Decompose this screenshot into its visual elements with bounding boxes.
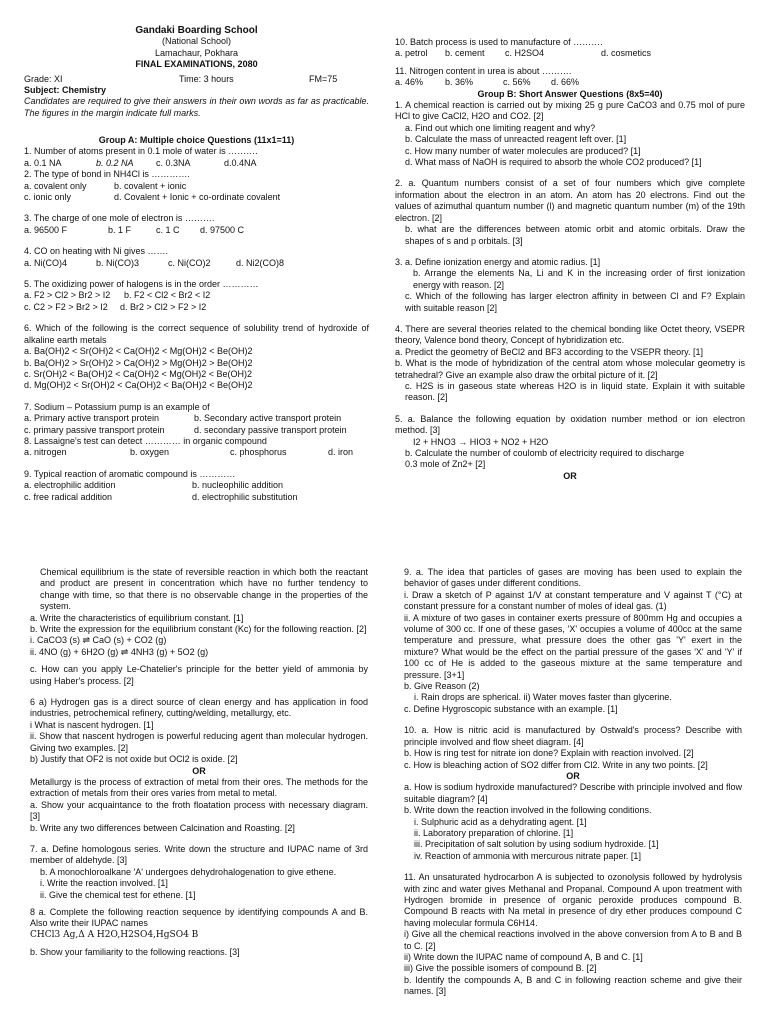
option: b. 1 F: [108, 224, 132, 235]
option: b. F2 < Cl2 < Br2 < I2: [124, 290, 211, 301]
school-location: Lamachaur, Pokhara: [154, 47, 239, 58]
sub-question: i. Write the reaction involved. [1]: [40, 878, 168, 889]
option: c. free radical addition: [24, 491, 113, 502]
option: d. Covalent + Ionic + co-ordinate covalent: [114, 192, 281, 203]
equation: i. CaCO3 (s) ⇌ CaO (s) + CO2 (g): [30, 635, 167, 646]
options-row: [24, 181, 369, 192]
sub-question: b. A monochloroalkane 'A' undergoes dehydrohalogenation to give ethene.: [40, 866, 337, 877]
option: b. Ni(CO)3: [96, 257, 140, 268]
question: 11. An unsaturated hydrocarbon A is subjected to ozonolysis followed by hydrolysis with zinc and water gives Methanal and Propanal. Compound A upon treatment with Hydrogen bromide in presence of organic peroxide produces compound B. Compound B reacts with Na metal in presence of dry ether produces compound C having molecular formula C6H14.: [404, 872, 742, 928]
options-row: [395, 48, 745, 59]
option: b. Secondary active transport protein: [194, 413, 342, 424]
equation: ii. 4NO (g) + 6H2O (g) ⇌ 4NH3 (g) + 5O2 (g): [30, 646, 209, 657]
options-row: [24, 225, 369, 236]
option: c. 56%: [503, 77, 531, 88]
sub-question: iii) Give the possible isomers of compound B. [2]: [404, 963, 597, 974]
list-item: ii. Laboratory preparation of chlorine. [1]: [414, 827, 574, 838]
header-block: [24, 25, 369, 119]
options-row: [24, 290, 369, 301]
options-row: [24, 413, 369, 424]
question: 11. Nitrogen content in urea is about ……….: [395, 65, 572, 76]
sub-question: b. How is ring test for nitrate ion done? Explain with reaction involved. [2]: [404, 748, 694, 759]
option: d. iron: [328, 447, 354, 458]
question: 5. The oxidizing power of halogens is in the order …………: [24, 279, 259, 290]
option: c. primary passive transport protein: [24, 424, 165, 435]
sub-question: c. H2S is in gaseous state whereas H2O is in liquid state. Explain it with suitable reason. [2]: [405, 380, 745, 403]
right-top-column: [395, 37, 745, 482]
question: 7. Sodium – Potassium pump is an example of: [24, 401, 210, 412]
paragraph: Chemical equilibrium is the state of reversible reaction in which both the reactant and product are present in concentration which have no further tendency to change with time, so that there is no observable change in the properties of the system.: [40, 567, 368, 612]
sub-question: i. Draw a sketch of P against 1/V at constant temperature and V against T (°C) at constant pressure for a constant number of moles of ideal gas. (1): [404, 589, 742, 612]
question: 9. a. The idea that particles of gases are moving has been used to explain the behavior of gases under different conditions.: [404, 567, 742, 589]
or-label: OR: [192, 765, 206, 776]
options-row: [24, 158, 369, 169]
or-label: OR: [563, 470, 577, 481]
sub-question: ii. Show that nascent hydrogen is powerful reducing agent than molecular hydrogen. Giving two examples. [2]: [30, 731, 368, 753]
group-a-title: Group A: Multiple choice Questions (11x1=11): [98, 135, 295, 145]
question: 2. a. Quantum numbers consist of a set of four numbers which give complete information about the electron in an atom. An atom has 20 electrons. Find out the values of azimuthal quantum number (l) and magnetic quantum number (m) of the 19th electron. [2]: [395, 178, 745, 223]
sub-question: c. How many number of water molecules are produced? [1]: [405, 145, 641, 156]
exam-meta-row: [24, 74, 369, 85]
sub-question: c. Which of the following has larger electron affinity in between Cl and F? Explain with suitable reason [2]: [405, 291, 745, 313]
option: d. Ni2(CO)8: [236, 257, 285, 268]
question: 3. a. Define ionization energy and atomic radius. [1]: [395, 256, 601, 267]
question: 3. The charge of one mole of electron is ……….: [24, 213, 215, 224]
option: c. Sr(OH)2 < Ba(OH)2 < Ca(OH)2 < Mg(OH)2 < Be(OH)2: [24, 368, 253, 379]
time: Time: 3 hours: [179, 73, 234, 84]
option: b. 36%: [445, 77, 474, 88]
question: 8. Lassaigne's test can detect ………… in organic compound: [24, 435, 267, 446]
sub-question: b. Calculate the mass of unreacted reagent left over. [1]: [405, 134, 627, 145]
option: b. covalent + ionic: [114, 180, 187, 191]
group-b-title: Group B: Short Answer Questions (8x5=40): [477, 88, 663, 99]
question: 6. Which of the following is the correct sequence of solubility trend of hydroxide of alkaline earth metals: [24, 323, 369, 345]
option: b. oxygen: [130, 447, 170, 458]
sub-question: b. Identify the compounds A, B and C in following reaction scheme and give their names. [3]: [404, 974, 742, 997]
sub-question: b. Show your familiarity to the following reactions. [3]: [30, 947, 240, 958]
sub-question: d. What mass of NaOH is required to absorb the whole CO2 produced? [1]: [405, 157, 702, 168]
sub-question: b. what are the differences between atomic orbit and atomic orbitals. Draw the shapes of s and p orbitals. [3]: [405, 224, 745, 246]
exam-title: FINAL EXAMINATIONS, 2080: [135, 59, 258, 70]
sub-question: b. Write the expression for the equilibrium constant (Kc) for the following reaction. [2]: [30, 624, 367, 635]
sub-question: b. Give Reason (2): [404, 681, 480, 692]
question: 9. Typical reaction of aromatic compound is …………: [24, 468, 236, 479]
option: b. Ba(OH)2 > Sr(OH)2 > Ca(OH)2 > Mg(OH)2 > Be(OH)2: [24, 357, 253, 368]
question: 1. A chemical reaction is carried out by mixing 25 g pure CaCO3 and 0.75 mol of pure HCl to give CaCl2, H2O and CO2. [2]: [395, 100, 745, 122]
option: c. Ni(CO)2: [168, 257, 211, 268]
sub-question: a. Show your acquaintance to the froth floatation process with necessary diagram. [3]: [30, 799, 368, 822]
left-bottom-column: [30, 567, 368, 959]
option: c. phosphorus: [230, 447, 287, 458]
question: 10. a. How is nitric acid is manufactured by Ostwald's process? Describe with principle involved and flow sheet diagram. [4]: [404, 725, 742, 747]
school-type: (National School): [161, 36, 232, 47]
option: a. covalent only: [24, 180, 87, 191]
option: b. cement: [445, 48, 485, 59]
options-row: [395, 77, 745, 88]
sub-question: a. Find out which one limiting reagent and why?: [405, 122, 596, 133]
option: a. Ba(OH)2 < Sr(OH)2 < Ca(OH)2 < Mg(OH)2 < Be(OH)2: [24, 346, 253, 357]
question: 4. CO on heating with Ni gives …….: [24, 246, 169, 257]
sub-question: b. Arrange the elements Na, Li and K in the increasing order of first ionization energy with reason. [2]: [413, 268, 745, 290]
option: a. 46%: [395, 77, 424, 88]
option: c. ionic only: [24, 192, 72, 203]
option: d. 97500 C: [200, 224, 245, 235]
equation: I2 + HNO3 → HIO3 + NO2 + H2O: [413, 436, 549, 447]
option: a. F2 > Cl2 > Br2 > I2: [24, 290, 111, 301]
option: c. H2SO4: [505, 48, 545, 59]
sub-question: b. What is the mode of hybridization of the central atom whose molecular geometry is tetrahedral? Give an example also draw the orbital picture of it. [2]: [395, 358, 745, 380]
sub-question: ii) Write down the IUPAC name of compound A, B and C. [1]: [404, 952, 643, 962]
options-row: [24, 480, 369, 491]
option: a. 0.1 NA: [24, 157, 62, 168]
group-a-left: [24, 135, 369, 503]
option: d. electrophilic substitution: [192, 491, 298, 502]
sub-question: i. Rain drops are spherical. ii) Water moves faster than glycerine.: [414, 692, 672, 703]
sub-question: c. How can you apply Le-Chatelier's principle for the better yield of ammonia by using Haber's process. [2]: [30, 664, 368, 686]
option: b. 0.2 NA: [96, 157, 134, 168]
full-marks: FM=75: [309, 73, 338, 84]
paragraph: Metallurgy is the process of extraction of metal from their ores. The methods for the extraction of metals from their ores varies from metal to metal.: [30, 776, 368, 799]
list-item: iii. Precipitation of salt solution by using sodium hydroxide. [1]: [414, 839, 659, 850]
question: 4. There are several theories related to the chemical bonding like Octet theory, VSEPR theory, Valence bond theory, Concept of hybridization etc.: [395, 323, 745, 346]
options-row: [24, 447, 369, 458]
sub-question: a. How is sodium hydroxide manufactured? Describe with principle involved and flow suitable diagram? [4]: [404, 782, 742, 804]
option: d. Br2 > Cl2 > F2 > I2: [120, 301, 207, 312]
sub-question: b) Justify that OF2 is not oxide but OCl2 is oxide. [2]: [30, 754, 238, 765]
question: 8 a. Complete the following reaction sequence by identifying compounds A and B. Also write their IUPAC names: [30, 906, 368, 929]
option: d.0.4NA: [224, 157, 257, 168]
sub-question: c. Define Hygroscopic substance with an example. [1]: [404, 703, 618, 714]
option: c. 0.3NA: [156, 157, 191, 168]
sub-question: a. Predict the geometry of BeCl2 and BF3 according to the VSEPR theory. [1]: [395, 346, 703, 357]
option: a. Ni(CO)4: [24, 257, 68, 268]
sub-question: i What is nascent hydrogen. [1]: [30, 719, 154, 730]
question: 2. The type of bond in NH4Cl is ………….: [24, 169, 190, 180]
option: d. secondary passive transport protein: [194, 424, 347, 435]
sub-question: c. How is bleaching action of SO2 differ from Cl2. Write in any two points. [2]: [404, 759, 708, 770]
option: a. 96500 F: [24, 224, 68, 235]
school-name: Gandaki Boarding School: [135, 25, 258, 36]
reaction-sequence: CHCl3 Ag,Δ A H2O,H2SO4,HgSO4 B: [30, 929, 199, 940]
instructions: Candidates are required to give their answers in their own words as far as practicable. The figures in the margin indicate full marks.: [24, 96, 369, 118]
sub-question: 0.3 mole of Zn2+ [2]: [405, 459, 486, 470]
grade: Grade: XI: [24, 73, 63, 84]
option: a. petrol: [395, 48, 428, 59]
sub-question: b. Calculate the number of coulomb of electricity required to discharge: [405, 448, 685, 458]
question: 6 a) Hydrogen gas is a direct source of clean energy and has application in food industries, petrochemical refinery, cutting/welding, metallurgy, etc.: [30, 697, 368, 719]
options-row: [24, 258, 369, 269]
option: c. 1 C: [156, 224, 180, 235]
options-row: [24, 192, 369, 203]
question: 5. a. Balance the following equation by oxidation number method or ion electron method. [3]: [395, 413, 745, 436]
sub-question: i) Give all the chemical reactions involved in the above conversion from A to B and B to C. [2]: [404, 929, 742, 951]
sub-question: a. Write the characteristics of equilibrium constant. [1]: [30, 612, 244, 623]
question: 10. Batch process is used to manufacture of ……….: [395, 37, 603, 47]
sub-question: ii. A mixture of two gases in container exerts pressure of 800mm Hg and occupies a volume of 300 cc. If one of these gases, 'X' occupies a volume of 400cc at the same temperature and pressure, what pressure does the other gas 'Y' exert in the mixture? What would be the effect on the partial pressure of the gases 'X' and 'Y' if 100 cc of He is added to the gaseous mixture at the same temperature and pressure. [3+1]: [404, 612, 742, 680]
sub-question: b. Write any two differences between Calcination and Roasting. [2]: [30, 822, 295, 833]
sub-question: ii. Give the chemical test for ethene. [1]: [40, 889, 196, 900]
options-row: [24, 492, 369, 503]
option: a. electrophilic addition: [24, 480, 116, 491]
subject: Subject: Chemistry: [24, 85, 107, 96]
options-row: [24, 425, 369, 436]
question: 7. a. Define homologous series. Write down the structure and IUPAC name of 3rd member of aldehyde. [3]: [30, 843, 368, 866]
question: 1. Number of atoms present in 0.1 mole of water is ……….: [24, 146, 258, 157]
option: d. 66%: [551, 77, 580, 88]
right-bottom-column: [404, 567, 742, 998]
option: b. nucleophilic addition: [192, 480, 284, 491]
option: a. nitrogen: [24, 447, 67, 458]
option: d. cosmetics: [601, 48, 652, 59]
list-item: iv. Reaction of ammonia with mercurous nitrate paper. [1]: [414, 850, 641, 861]
or-label: OR: [566, 770, 580, 781]
list-item: i. Sulphuric acid as a dehydrating agent. [1]: [414, 816, 587, 827]
option: a. Primary active transport protein: [24, 413, 160, 424]
option: c. C2 > F2 > Br2 > I2: [24, 301, 108, 312]
sub-question: b. Write down the reaction involved in the following conditions.: [404, 805, 652, 816]
option: d. Mg(OH)2 < Sr(OH)2 < Ca(OH)2 < Ba(OH)2 < Be(OH)2: [24, 380, 253, 391]
options-row: [24, 302, 369, 313]
